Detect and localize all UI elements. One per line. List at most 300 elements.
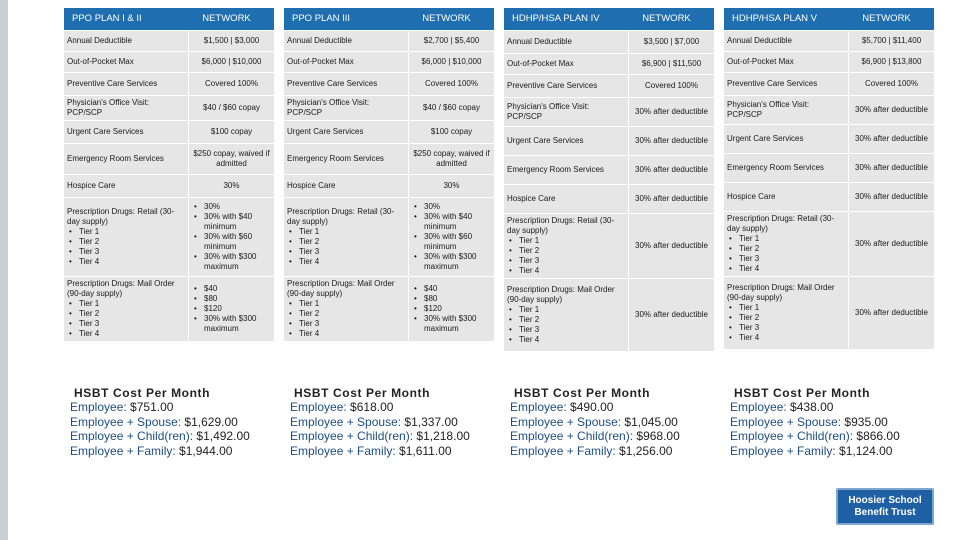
benefit-label: Annual Deductible xyxy=(507,37,572,46)
monthly-cost-block xyxy=(730,386,945,458)
benefit-value: $5,700 | $11,400 xyxy=(861,36,922,45)
benefit-label: Hospice Care xyxy=(507,194,556,203)
tier-item: • Tier 4 xyxy=(727,264,845,274)
benefit-row xyxy=(64,52,274,72)
benefit-value-cell xyxy=(849,73,934,95)
benefit-row xyxy=(284,175,494,197)
tier-item: • Tier 4 xyxy=(67,329,185,339)
benefit-row xyxy=(284,31,494,51)
benefit-row xyxy=(64,121,274,143)
plan-header xyxy=(724,8,934,30)
tier-value: • $120 xyxy=(192,304,271,314)
coverage-tier-label: Employee + Child(ren): xyxy=(290,429,414,443)
tier-item: • Tier 1 xyxy=(727,234,845,244)
benefit-label: Physician's Office Visit: PCP/SCP xyxy=(507,102,590,121)
logo-line-1: Hoosier School xyxy=(848,495,922,506)
benefit-value-cell xyxy=(849,183,934,211)
tier-item: • Tier 3 xyxy=(287,247,405,257)
benefit-label-cell xyxy=(64,198,188,276)
benefit-row xyxy=(64,175,274,197)
benefit-label-cell xyxy=(504,127,628,155)
coverage-tier-label: Employee + Family: xyxy=(70,443,176,458)
benefit-row xyxy=(724,73,934,95)
benefit-label-cell xyxy=(724,73,848,95)
tier-list xyxy=(727,234,845,274)
benefit-row xyxy=(64,73,274,95)
tier-item: • Tier 1 xyxy=(507,236,625,246)
benefit-label-cell xyxy=(284,52,408,72)
benefit-row xyxy=(64,96,274,120)
benefit-label: Out-of-Pocket Max xyxy=(287,57,354,66)
coverage-tier-amount: $1,944.00 xyxy=(179,443,233,458)
side-accent-bar xyxy=(0,0,8,540)
benefit-value: $100 copay xyxy=(210,127,253,136)
benefit-label: Urgent Care Services xyxy=(287,127,364,136)
benefit-label-cell xyxy=(284,277,408,341)
coverage-tier-label: Employee + Spouse: xyxy=(510,414,622,429)
benefit-label-cell xyxy=(284,144,408,174)
benefit-label: Preventive Care Services xyxy=(507,81,598,90)
benefit-value: $2,700 | $5,400 xyxy=(423,36,480,45)
benefit-label-cell xyxy=(504,98,628,126)
monthly-cost-block xyxy=(510,386,725,458)
benefit-label: Annual Deductible xyxy=(287,36,352,45)
benefit-value-cell xyxy=(189,175,274,197)
cost-line xyxy=(70,429,285,444)
cost-title: HSBT Cost Per Month xyxy=(74,386,211,400)
benefit-value: 30% after deductible xyxy=(855,192,928,201)
benefit-value: Covered 100% xyxy=(425,79,478,88)
plan-title: PPO PLAN I & II xyxy=(72,13,142,24)
benefit-label-cell xyxy=(64,31,188,51)
benefit-row xyxy=(284,73,494,95)
coverage-tier-amount: $490.00 xyxy=(570,400,614,414)
benefit-label: Emergency Room Services xyxy=(727,163,824,172)
network-header: NETWORK xyxy=(862,13,911,24)
tier-item: • Tier 3 xyxy=(67,319,185,329)
tier-item: • Tier 1 xyxy=(287,227,405,237)
tier-value: • 30% with $60 minimum xyxy=(412,232,491,252)
benefit-value-cell xyxy=(629,98,714,126)
benefit-value-cell xyxy=(189,121,274,143)
benefit-row xyxy=(64,277,274,341)
tier-list xyxy=(67,299,185,339)
monthly-cost-block xyxy=(70,386,285,458)
benefit-value: Covered 100% xyxy=(205,79,258,88)
benefit-row xyxy=(284,277,494,341)
benefit-label: Out-of-Pocket Max xyxy=(67,57,134,66)
benefit-label-cell xyxy=(64,73,188,95)
benefit-row xyxy=(724,154,934,182)
tier-item: • Tier 2 xyxy=(287,309,405,319)
benefit-value-cell xyxy=(849,31,934,51)
cost-line xyxy=(290,444,505,459)
tier-value: • $40 xyxy=(412,284,491,294)
cost-line xyxy=(510,444,725,459)
tier-item: • Tier 3 xyxy=(287,319,405,329)
benefit-label: Prescription Drugs: Retail (30-day supply) xyxy=(507,216,615,235)
benefit-value-cell xyxy=(409,96,494,120)
coverage-tier-label: Employee + Family: xyxy=(510,443,616,458)
cost-line xyxy=(70,444,285,459)
plan-table xyxy=(64,8,274,342)
benefit-row xyxy=(504,214,714,278)
benefit-row xyxy=(504,185,714,213)
tier-value: • $40 xyxy=(192,284,271,294)
tier-item: • Tier 2 xyxy=(507,315,625,325)
benefit-value: 30% after deductible xyxy=(635,194,708,203)
benefit-label: Prescription Drugs: Mail Order (90-day supply) xyxy=(287,279,395,298)
benefit-label: Preventive Care Services xyxy=(67,79,158,88)
coverage-tier-amount: $1,124.00 xyxy=(839,443,893,458)
coverage-tier-amount: $1,045.00 xyxy=(624,414,678,429)
tier-value: • 30% with $40 minimum xyxy=(192,212,271,232)
monthly-cost-block xyxy=(290,386,505,458)
tier-value-list xyxy=(192,202,271,272)
benefit-label-cell xyxy=(504,75,628,97)
benefit-label-cell xyxy=(724,183,848,211)
benefit-row xyxy=(724,125,934,153)
benefit-label: Preventive Care Services xyxy=(287,79,378,88)
benefit-value-cell xyxy=(189,31,274,51)
benefit-row xyxy=(724,183,934,211)
tier-item: • Tier 3 xyxy=(727,323,845,333)
benefit-value: $3,500 | $7,000 xyxy=(643,37,700,46)
plan-header xyxy=(504,8,714,30)
cost-title: HSBT Cost Per Month xyxy=(734,386,871,400)
cost-line xyxy=(290,429,505,444)
benefit-value-cell xyxy=(849,277,934,349)
benefit-value-cell xyxy=(629,127,714,155)
benefit-label: Physician's Office Visit: PCP/SCP xyxy=(727,100,810,119)
benefit-label-cell xyxy=(64,144,188,174)
benefit-label-cell xyxy=(724,212,848,276)
cost-line xyxy=(510,415,725,430)
benefit-label-cell xyxy=(284,31,408,51)
benefit-label-cell xyxy=(284,73,408,95)
benefit-row xyxy=(504,127,714,155)
benefit-row xyxy=(284,121,494,143)
plan-title: HDHP/HSA PLAN V xyxy=(732,13,817,24)
benefit-value-cell xyxy=(409,121,494,143)
benefit-value-cell xyxy=(409,52,494,72)
benefit-value-cell xyxy=(629,75,714,97)
coverage-tier-amount: $618.00 xyxy=(350,400,394,414)
benefit-value-cell xyxy=(409,198,494,276)
tier-item: • Tier 3 xyxy=(507,256,625,266)
benefit-label: Urgent Care Services xyxy=(507,136,584,145)
benefit-label: Prescription Drugs: Mail Order (90-day supply) xyxy=(67,279,175,298)
benefit-value-cell xyxy=(189,198,274,276)
tier-item: • Tier 4 xyxy=(507,266,625,276)
benefit-value: $40 / $60 copay xyxy=(203,103,260,112)
coverage-tier-label: Employee + Spouse: xyxy=(290,414,402,429)
tier-item: • Tier 3 xyxy=(67,247,185,257)
coverage-tier-label: Employee: xyxy=(730,400,787,414)
tier-item: • Tier 1 xyxy=(67,299,185,309)
tier-item: • Tier 2 xyxy=(727,313,845,323)
cost-line xyxy=(730,415,945,430)
benefit-label-cell xyxy=(724,154,848,182)
benefit-value: 30% after deductible xyxy=(635,165,708,174)
benefit-row xyxy=(64,198,274,276)
benefit-label: Prescription Drugs: Retail (30-day supply) xyxy=(727,214,835,233)
tier-item: • Tier 2 xyxy=(727,244,845,254)
coverage-tier-label: Employee + Child(ren): xyxy=(510,429,634,443)
tier-value: • $80 xyxy=(412,294,491,304)
benefit-label: Emergency Room Services xyxy=(287,154,384,163)
benefit-value: 30% after deductible xyxy=(855,105,928,114)
tier-item: • Tier 1 xyxy=(727,303,845,313)
benefit-value-cell xyxy=(849,52,934,72)
tier-item: • Tier 2 xyxy=(67,309,185,319)
coverage-tier-amount: $866.00 xyxy=(856,429,900,443)
cost-line xyxy=(290,400,505,415)
tier-list xyxy=(287,227,405,267)
benefit-value-cell xyxy=(189,144,274,174)
coverage-tier-amount: $751.00 xyxy=(130,400,174,414)
coverage-tier-label: Employee + Child(ren): xyxy=(70,429,194,443)
coverage-tier-label: Employee + Spouse: xyxy=(70,414,182,429)
benefit-value: 30% xyxy=(443,181,460,190)
benefit-label: Preventive Care Services xyxy=(727,79,818,88)
benefit-value: $40 / $60 copay xyxy=(423,103,480,112)
benefit-label: Urgent Care Services xyxy=(67,127,144,136)
benefit-label: Annual Deductible xyxy=(727,36,792,45)
tier-value-list xyxy=(412,202,491,272)
benefit-label-cell xyxy=(504,156,628,184)
benefit-label-cell xyxy=(724,125,848,153)
benefit-value-cell xyxy=(409,144,494,174)
benefit-value: 30% after deductible xyxy=(635,136,708,145)
coverage-tier-label: Employee: xyxy=(290,400,347,414)
tier-value: • 30% with $60 minimum xyxy=(192,232,271,252)
benefit-row xyxy=(724,277,934,349)
benefit-label-cell xyxy=(64,121,188,143)
cost-line xyxy=(510,429,725,444)
benefit-value-cell xyxy=(189,277,274,341)
benefit-label: Annual Deductible xyxy=(67,36,132,45)
cost-line xyxy=(730,400,945,415)
cost-line xyxy=(510,400,725,415)
benefit-label-cell xyxy=(64,52,188,72)
benefit-row xyxy=(724,96,934,124)
tier-value: • 30% xyxy=(412,202,491,212)
benefit-label-cell xyxy=(724,96,848,124)
benefit-value-cell xyxy=(189,96,274,120)
benefit-value-cell xyxy=(409,175,494,197)
coverage-tier-amount: $438.00 xyxy=(790,400,834,414)
benefit-value-cell xyxy=(409,31,494,51)
benefit-value-cell xyxy=(409,277,494,341)
tier-item: • Tier 4 xyxy=(287,329,405,339)
plan-header xyxy=(64,8,274,30)
benefit-label: Physician's Office Visit: PCP/SCP xyxy=(67,98,150,117)
benefit-value-cell xyxy=(189,52,274,72)
benefit-label: Physician's Office Visit: PCP/SCP xyxy=(287,98,370,117)
tier-value: • 30% with $40 minimum xyxy=(412,212,491,232)
coverage-tier-amount: $1,218.00 xyxy=(416,429,470,443)
tier-item: • Tier 4 xyxy=(67,257,185,267)
coverage-tier-label: Employee: xyxy=(510,400,567,414)
benefit-row xyxy=(504,279,714,351)
benefit-value: $1,500 | $3,000 xyxy=(203,36,260,45)
benefit-label-cell xyxy=(504,279,628,351)
cost-line xyxy=(70,400,285,415)
benefit-value: 30% after deductible xyxy=(635,107,708,116)
benefit-label: Prescription Drugs: Mail Order (90-day supply) xyxy=(727,283,835,302)
tier-item: • Tier 2 xyxy=(287,237,405,247)
benefit-value-cell xyxy=(629,156,714,184)
tier-item: • Tier 4 xyxy=(287,257,405,267)
plan-table xyxy=(504,8,714,352)
coverage-tier-label: Employee + Child(ren): xyxy=(730,429,854,443)
coverage-tier-label: Employee + Spouse: xyxy=(730,414,842,429)
tier-value: • 30% with $300 maximum xyxy=(412,252,491,272)
plan-title: HDHP/HSA PLAN IV xyxy=(512,13,600,24)
coverage-tier-amount: $968.00 xyxy=(636,429,680,443)
tier-value: • 30% xyxy=(192,202,271,212)
benefit-label: Prescription Drugs: Retail (30-day supply) xyxy=(67,207,175,226)
benefit-value: 30% xyxy=(223,181,240,190)
benefit-row xyxy=(64,31,274,51)
coverage-tier-amount: $1,337.00 xyxy=(404,414,458,429)
benefit-row xyxy=(284,144,494,174)
benefit-row xyxy=(284,52,494,72)
benefit-row xyxy=(504,98,714,126)
benefit-value: $250 copay, waived if admitted xyxy=(413,149,490,168)
tier-value: • $80 xyxy=(192,294,271,304)
benefit-value-cell xyxy=(629,31,714,53)
network-header: NETWORK xyxy=(642,13,691,24)
benefit-label-cell xyxy=(724,31,848,51)
plan-title: PPO PLAN III xyxy=(292,13,351,24)
benefit-label: Out-of-Pocket Max xyxy=(727,57,794,66)
coverage-tier-label: Employee + Family: xyxy=(730,443,836,458)
benefit-label-cell xyxy=(724,277,848,349)
tier-item: • Tier 4 xyxy=(727,333,845,343)
benefit-value-cell xyxy=(629,279,714,351)
benefit-value-cell xyxy=(849,212,934,276)
benefit-row xyxy=(64,144,274,174)
tier-value: • 30% with $300 maximum xyxy=(192,252,271,272)
benefit-row xyxy=(284,96,494,120)
cost-title: HSBT Cost Per Month xyxy=(294,386,431,400)
tier-value: • $120 xyxy=(412,304,491,314)
benefit-value: 30% after deductible xyxy=(855,308,928,317)
coverage-tier-label: Employee + Family: xyxy=(290,443,396,458)
benefit-value-cell xyxy=(189,73,274,95)
benefit-value-cell xyxy=(629,54,714,74)
benefit-row xyxy=(504,75,714,97)
logo-line-2: Benefit Trust xyxy=(854,507,916,518)
coverage-tier-amount: $1,492.00 xyxy=(196,429,250,443)
benefit-row xyxy=(504,54,714,74)
hoosier-school-benefit-trust-logo xyxy=(836,488,934,525)
cost-title: HSBT Cost Per Month xyxy=(514,386,651,400)
cost-line xyxy=(730,444,945,459)
benefit-value-cell xyxy=(629,214,714,278)
tier-item: • Tier 3 xyxy=(727,254,845,264)
tier-value: • 30% with $300 maximum xyxy=(192,314,271,334)
benefit-row xyxy=(504,156,714,184)
benefit-label-cell xyxy=(504,214,628,278)
tier-item: • Tier 3 xyxy=(507,325,625,335)
plan-table xyxy=(724,8,934,350)
benefit-value: $6,000 | $10,000 xyxy=(421,57,482,66)
benefit-label-cell xyxy=(504,54,628,74)
benefit-value: $6,900 | $13,800 xyxy=(861,57,922,66)
benefit-label-cell xyxy=(284,96,408,120)
tier-item: • Tier 1 xyxy=(67,227,185,237)
tier-list xyxy=(67,227,185,267)
benefit-value-cell xyxy=(409,73,494,95)
benefit-label-cell xyxy=(64,96,188,120)
benefit-value: $100 copay xyxy=(430,127,473,136)
benefit-value: 30% after deductible xyxy=(855,163,928,172)
coverage-tier-label: Employee: xyxy=(70,400,127,414)
benefit-row xyxy=(504,31,714,53)
benefit-label-cell xyxy=(64,175,188,197)
benefit-label-cell xyxy=(64,277,188,341)
benefit-row xyxy=(724,212,934,276)
benefit-value: 30% after deductible xyxy=(635,310,708,319)
benefit-label: Urgent Care Services xyxy=(727,134,804,143)
benefit-value: Covered 100% xyxy=(865,79,918,88)
benefit-label: Hospice Care xyxy=(67,181,116,190)
tier-item: • Tier 2 xyxy=(67,237,185,247)
cost-line xyxy=(290,415,505,430)
tier-item: • Tier 1 xyxy=(507,305,625,315)
benefit-label-cell xyxy=(284,175,408,197)
coverage-tier-amount: $1,256.00 xyxy=(619,443,673,458)
benefit-label-cell xyxy=(284,121,408,143)
tier-item: • Tier 4 xyxy=(507,335,625,345)
benefit-value: 30% after deductible xyxy=(855,239,928,248)
benefit-value: $250 copay, waived if admitted xyxy=(193,149,270,168)
cost-line xyxy=(70,415,285,430)
network-header: NETWORK xyxy=(422,13,471,24)
benefit-label: Emergency Room Services xyxy=(67,154,164,163)
benefit-row xyxy=(724,52,934,72)
benefit-row xyxy=(284,198,494,276)
benefit-value: $6,900 | $11,500 xyxy=(641,59,702,68)
benefit-label-cell xyxy=(504,31,628,53)
network-header: NETWORK xyxy=(202,13,251,24)
benefit-label-cell xyxy=(724,52,848,72)
benefit-value-cell xyxy=(849,96,934,124)
coverage-tier-amount: $1,611.00 xyxy=(399,443,452,458)
plan-header xyxy=(284,8,494,30)
benefit-value-cell xyxy=(849,125,934,153)
benefit-value: Covered 100% xyxy=(645,81,698,90)
benefit-value: 30% after deductible xyxy=(635,241,708,250)
benefit-row xyxy=(724,31,934,51)
tier-item: • Tier 1 xyxy=(287,299,405,309)
benefit-label: Prescription Drugs: Retail (30-day supply) xyxy=(287,207,395,226)
tier-list xyxy=(507,236,625,276)
cost-line xyxy=(730,429,945,444)
benefit-label: Out-of-Pocket Max xyxy=(507,59,574,68)
plan-table xyxy=(284,8,494,342)
benefit-value-cell xyxy=(629,185,714,213)
benefit-value: 30% after deductible xyxy=(855,134,928,143)
benefit-value-cell xyxy=(849,154,934,182)
benefit-label: Emergency Room Services xyxy=(507,165,604,174)
tier-value-list xyxy=(192,284,271,334)
tier-item: • Tier 2 xyxy=(507,246,625,256)
benefit-label: Prescription Drugs: Mail Order (90-day supply) xyxy=(507,285,615,304)
